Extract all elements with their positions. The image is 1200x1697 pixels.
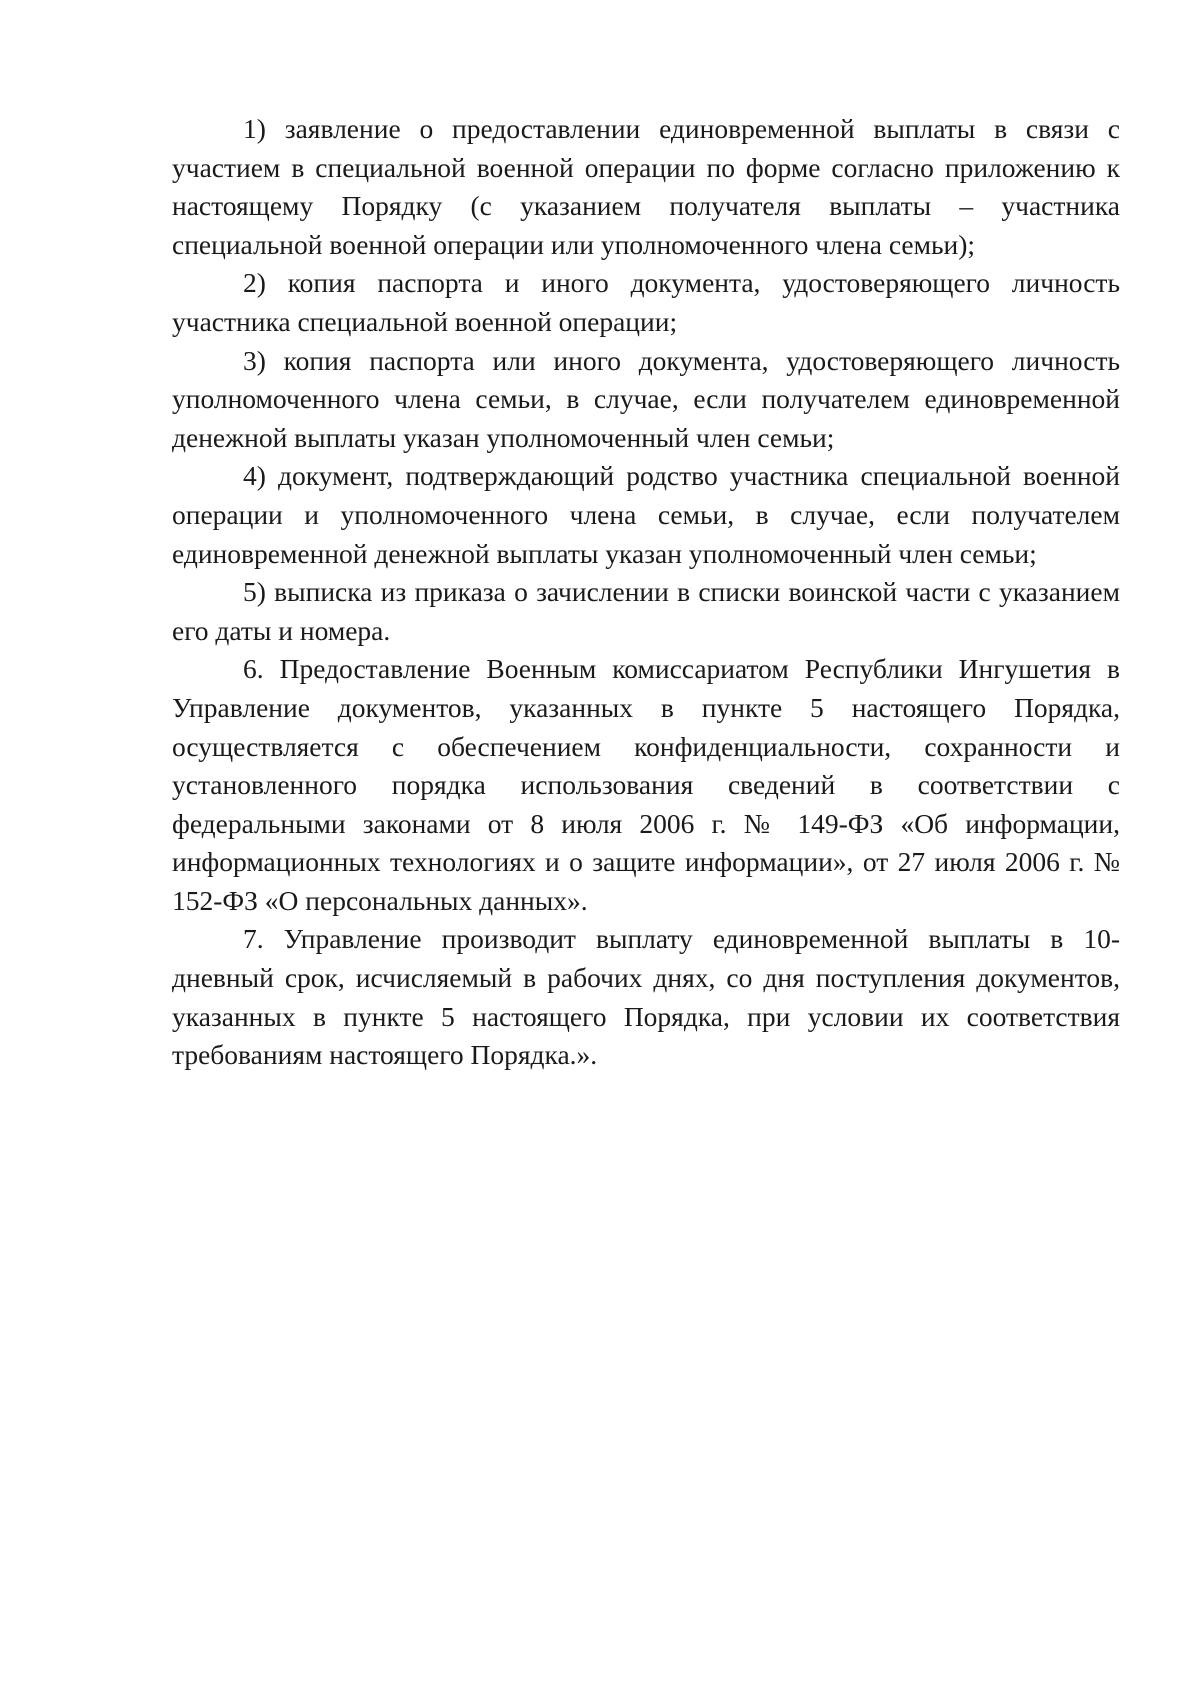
paragraph-section-7: 7. Управление производит выплату единовременной выплаты в 10-дневный срок, исчисляемый в рабочих днях, со дня поступления документов, указанных в пункте 5 настоящего Порядка, при условии их соответствия требованиям настоящего Порядка.». <box>172 923 1120 1071</box>
paragraph-item-5: 5) выписка из приказа о зачислении в списки воинской части с указанием его даты и номера. <box>172 576 1120 646</box>
paragraph-item-3: 3) копия паспорта или иного документа, удостоверяющего личность уполномоченного члена семьи, в случае, если получателем единовременной денежной выплаты указан уполномоченный член семьи; <box>172 344 1120 453</box>
paragraph-section-6: 6. Предоставление Военным комиссариатом Республики Ингушетия в Управление документов, указанных в пункте 5 настоящего Порядка, осуществляется с обеспечением конфиденциальности, сохранности и установленного порядка использования сведений в соответствии с федеральными законами от 8 июля 2006 г. № 149-ФЗ «Об информации, информационных технологиях и о защите информации», от 27 июля 2006 г. № 152-ФЗ «О персональных данных». <box>172 653 1120 916</box>
paragraph-item-2: 2) копия паспорта и иного документа, удостоверяющего личность участника специальной военной операции; <box>172 267 1120 337</box>
paragraph-item-1: 1) заявление о предоставлении единовременной выплаты в связи с участием в специальной военной операции по форме согласно приложению к настоящему Порядку (с указанием получателя выплаты – участника специальной военной операции или уполномоченного члена семьи); <box>172 113 1120 260</box>
document-body <box>172 110 1120 1075</box>
paragraph-item-4: 4) документ, подтверждающий родство участника специальной военной операции и уполномоченного члена семьи, в случае, если получателем единовременной денежной выплаты указан уполномоченный член семьи; <box>172 460 1120 569</box>
